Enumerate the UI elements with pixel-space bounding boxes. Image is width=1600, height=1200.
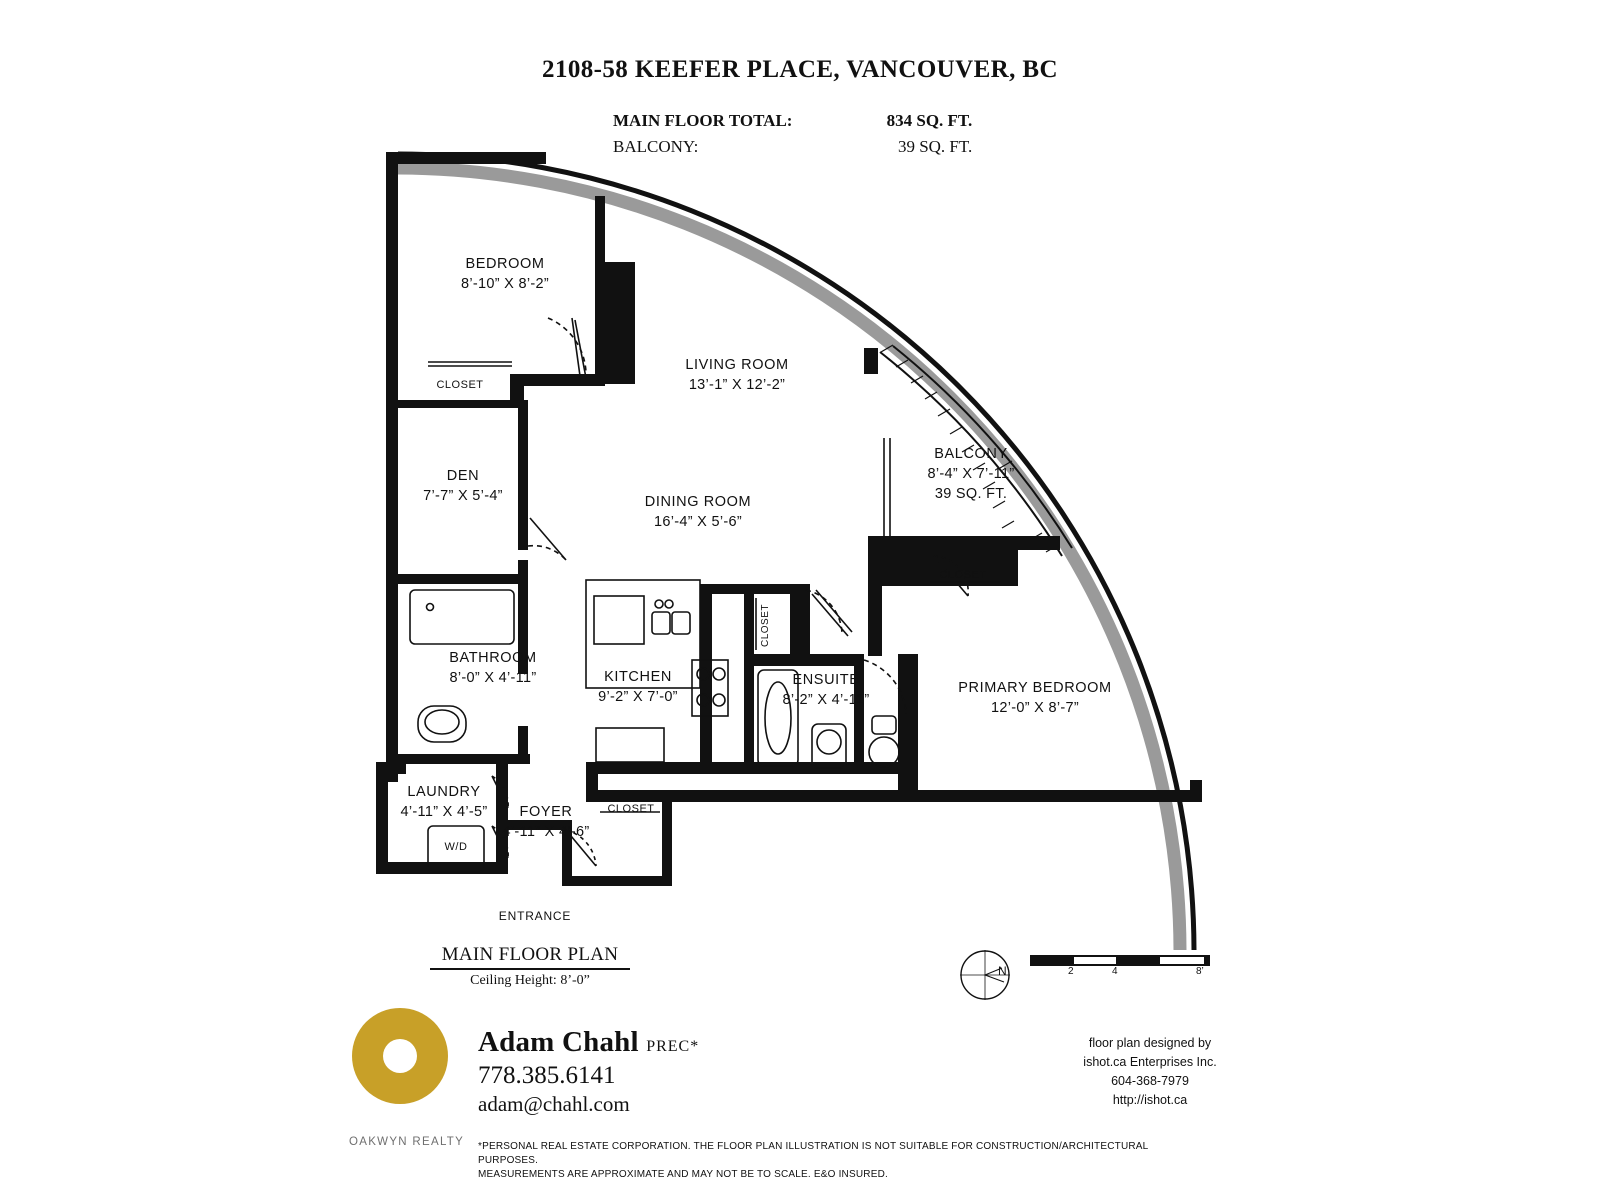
disclaimer-line-1: *PERSONAL REAL ESTATE CORPORATION. THE FLOOR PLAN ILLUSTRATION IS NOT SUITABLE FOR CONSTRUCTION/ARCHITECTURAL PURPOSES. — [478, 1141, 1149, 1166]
designer-phone: 604-368-7979 — [1111, 1074, 1189, 1088]
room-label-bedroom: BEDROOM 8’-10” X 8’-2” — [460, 256, 549, 292]
brokerage-name: OAKWYN REALTY — [349, 1136, 465, 1148]
room-label-foyer: FOYER 4’-11” X 4’-6” — [502, 804, 590, 840]
room-label-ensuite: ENSUITE 8’-2” X 4’-11” — [782, 672, 870, 708]
room-label-closet-kitchen: CLOSET — [760, 604, 771, 648]
scale-segment-gap-1 — [1074, 957, 1116, 964]
room-label-primary-bedroom: PRIMARY BEDROOM 12’-0” X 8’-7” — [958, 680, 1112, 716]
agent-name: Adam Chahl — [478, 1026, 639, 1058]
scale-tick-2: 2 — [1068, 966, 1074, 977]
designer-credit — [1070, 1034, 1230, 1110]
disclaimer-line-2: MEASUREMENTS ARE APPROXIMATE AND MAY NOT BE TO SCALE. E&O INSURED. — [478, 1169, 888, 1180]
plan-caption-subtitle: Ceiling Height: 8’-0” — [470, 973, 590, 988]
balcony-total-value: 39 SQ. FT. — [897, 137, 973, 156]
room-label-washer-dryer: W/D — [444, 841, 468, 853]
designer-url[interactable]: http://ishot.ca — [1112, 1093, 1188, 1107]
scale-tick-8: 8’ — [1196, 966, 1204, 977]
agent-block — [478, 1026, 699, 1117]
room-label-dining-room: DINING ROOM 16’-4” X 5’-6” — [644, 494, 752, 530]
scale-bar-graphic — [1030, 955, 1210, 966]
entrance-label: ENTRANCE — [498, 909, 572, 923]
scale-tick-labels — [1030, 966, 1210, 980]
agent-email[interactable]: adam@chahl.com — [478, 1092, 630, 1116]
room-label-kitchen: KITCHEN 9’-2” X 7’-0” — [598, 669, 678, 705]
scale-bar — [1030, 955, 1210, 980]
room-label-closet-primary: CLOSET — [939, 569, 987, 581]
disclaimer — [478, 1140, 1158, 1182]
room-label-bathroom: BATHROOM 8’-0” X 4’-11” — [449, 650, 537, 686]
room-label-den: DEN 7’-7” X 5’-4” — [423, 468, 503, 504]
main-floor-total-value: 834 SQ. FT. — [886, 111, 973, 130]
room-label-closet-foyer: CLOSET — [607, 803, 655, 815]
plan-caption-rule — [430, 968, 630, 970]
balcony-total-label: BALCONY: — [613, 137, 699, 156]
designer-line-1: floor plan designed by — [1088, 1036, 1212, 1050]
room-label-laundry: LAUNDRY 4’-11” X 4’-5” — [400, 784, 488, 820]
agent-name-line — [478, 1026, 699, 1059]
brand-logo-mark — [352, 1008, 448, 1104]
agent-designation: PREC* — [646, 1038, 700, 1055]
agent-phone[interactable]: 778.385.6141 — [478, 1062, 616, 1089]
room-label-balcony: BALCONY 8’-4” X 7’-11” 39 SQ. FT. — [927, 446, 1015, 502]
compass-north-label: N — [998, 964, 1007, 978]
scale-tick-4: 4 — [1112, 966, 1118, 977]
room-label-living-room: LIVING ROOM 13’-1” X 12’-2” — [685, 357, 789, 393]
plan-caption-title: MAIN FLOOR PLAN — [441, 944, 619, 965]
page-title: 2108-58 KEEFER PLACE, VANCOUVER, BC — [542, 56, 1058, 83]
compass-rose — [956, 946, 1014, 1004]
plan-caption — [430, 944, 630, 989]
scale-segment-gap-2 — [1160, 957, 1204, 964]
designer-line-2: ishot.ca Enterprises Inc. — [1083, 1055, 1217, 1069]
main-floor-total-label: MAIN FLOOR TOTAL: — [613, 111, 793, 130]
room-label-closet-bedroom: CLOSET — [436, 379, 484, 391]
